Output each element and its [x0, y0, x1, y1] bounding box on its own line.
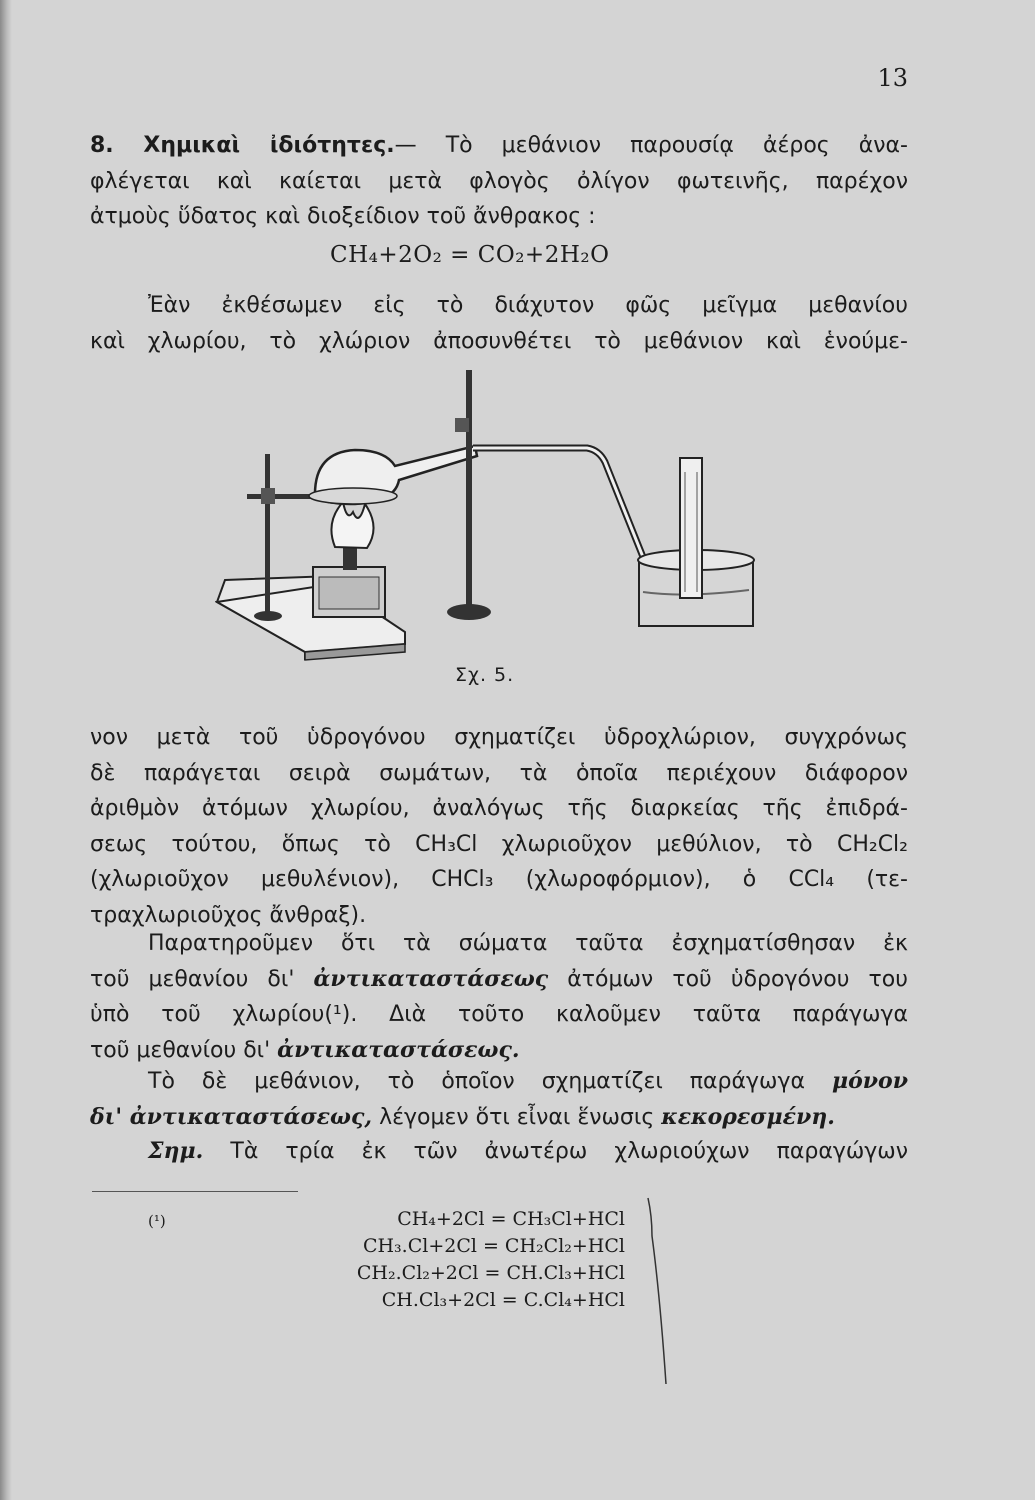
- paragraph-3: [90, 720, 908, 933]
- paragraph-line: [90, 128, 908, 164]
- emphasis-term: μόνον: [832, 1068, 908, 1094]
- figure-caption: Σχ. 5.: [455, 664, 515, 686]
- line-text: τοῦ μεθανίου δι': [90, 1037, 271, 1063]
- paragraph-2: [90, 288, 908, 359]
- paragraph-line: νον μετὰ τοῦ ὑδρογόνου σχηματίζει ὑδροχλώριον, συγχρόνως: [90, 725, 908, 750]
- handwritten-bracket-mark: [646, 1196, 676, 1386]
- heading-line-text: — Τὸ μεθάνιον παρουσίᾳ ἀέρος ἀνα-: [394, 133, 908, 158]
- paragraph-line: ἀτμοὺς ὕδατος καὶ διοξείδιον τοῦ ἄνθρακος :: [90, 204, 596, 229]
- line-text: Τὸ δὲ μεθάνιον, τὸ ὁποῖον σχηματίζει παράγωγα: [148, 1069, 805, 1094]
- paragraph-4: [90, 926, 908, 1068]
- paragraph-line: φλέγεται καὶ καίεται μετὰ φλογὸς ὀλίγον φωτεινῆς, παρέχον: [90, 168, 908, 194]
- footnote-equation: CH.Cl₃+2Cl = C.Cl₄+HCl: [381, 1289, 625, 1311]
- emphasis-term: δι' ἀντικαταστάσεως,: [90, 1103, 373, 1130]
- paragraph-5: [90, 1064, 908, 1135]
- paragraph-line: Παρατηροῦμεν ὅτι τὰ σώματα ταῦτα ἐσχηματίσθησαν ἐκ: [148, 931, 908, 956]
- page-number: 13: [877, 64, 908, 92]
- paragraph-line: (χλωριοῦχον μεθυλένιον), CHCl₃ (χλωροφόρμιον), ὁ CCl₄ (τε-: [90, 867, 908, 892]
- emphasis-term: κεκορεσμένη.: [661, 1103, 835, 1130]
- line-text: ἀτόμων τοῦ ὑδρογόνου του: [567, 966, 908, 992]
- footnote-equation: CH₃.Cl+2Cl = CH₂Cl₂+HCl: [362, 1235, 625, 1257]
- paragraph-line: [90, 962, 908, 998]
- section-paragraph-1: [90, 128, 908, 235]
- paragraph-line: καὶ χλωρίου, τὸ χλώριον ἀποσυνθέτει τὸ μεθάνιον καὶ ἑνούμε-: [90, 328, 908, 354]
- paragraph-line: δὲ παράγεται σειρὰ σωμάτων, τὰ ὁποῖα περιέχουν διάφορον: [90, 760, 908, 786]
- footnote-equation: CH₂.Cl₂+2Cl = CH.Cl₃+HCl: [356, 1262, 625, 1284]
- line-text: λέγομεν ὅτι εἶναι ἕνωσις: [379, 1104, 655, 1130]
- line-text: Τὰ τρία ἐκ τῶν ἀνωτέρω χλωριούχων παραγώγων: [230, 1139, 908, 1164]
- paragraph-line: σεως τούτου, ὅπως τὸ CH₃Cl χλωριοῦχον μεθύλιον, τὸ CH₂Cl₂: [90, 831, 908, 857]
- paragraph-line: τραχλωριοῦχος ἄνθραξ).: [90, 902, 367, 928]
- paragraph-line: [90, 1100, 908, 1136]
- paragraph-line: [90, 1033, 908, 1069]
- section-heading: 8. Χημικαὶ ἰδιότητες.: [90, 133, 395, 158]
- line-text: τοῦ μεθανίου δι': [90, 966, 295, 992]
- footnote-marker: (¹): [148, 1212, 166, 1230]
- chlorination-apparatus-illustration: [215, 362, 775, 672]
- note-paragraph: [90, 1134, 908, 1170]
- emphasis-term: ἀντικαταστάσεως.: [277, 1036, 520, 1063]
- paragraph-line: [90, 1134, 908, 1170]
- footnote-equation: CH₄+2Cl = CH₃Cl+HCl: [397, 1208, 625, 1230]
- paragraph-line: [90, 1064, 908, 1100]
- note-label: Σημ.: [148, 1138, 204, 1164]
- emphasis-term: ἀντικαταστάσεως: [313, 965, 549, 992]
- paragraph-line: ὑπὸ τοῦ χλωρίου(¹). Διὰ τοῦτο καλοῦμεν ταῦτα παράγωγα: [90, 1002, 908, 1027]
- footnote-rule: [92, 1191, 298, 1192]
- paragraph-line: Ἐὰν ἐκθέσωμεν εἰς τὸ διάχυτον φῶς μεῖγμα μεθανίου: [148, 293, 908, 318]
- page-binding-edge: [0, 0, 12, 1500]
- combustion-equation: CH₄+2O₂ = CO₂+2H₂O: [330, 242, 610, 268]
- footnote-equations: [285, 1206, 645, 1314]
- paragraph-line: ἀριθμὸν ἀτόμων χλωρίου, ἀναλόγως τῆς διαρκείας τῆς ἐπιδρά-: [90, 796, 908, 821]
